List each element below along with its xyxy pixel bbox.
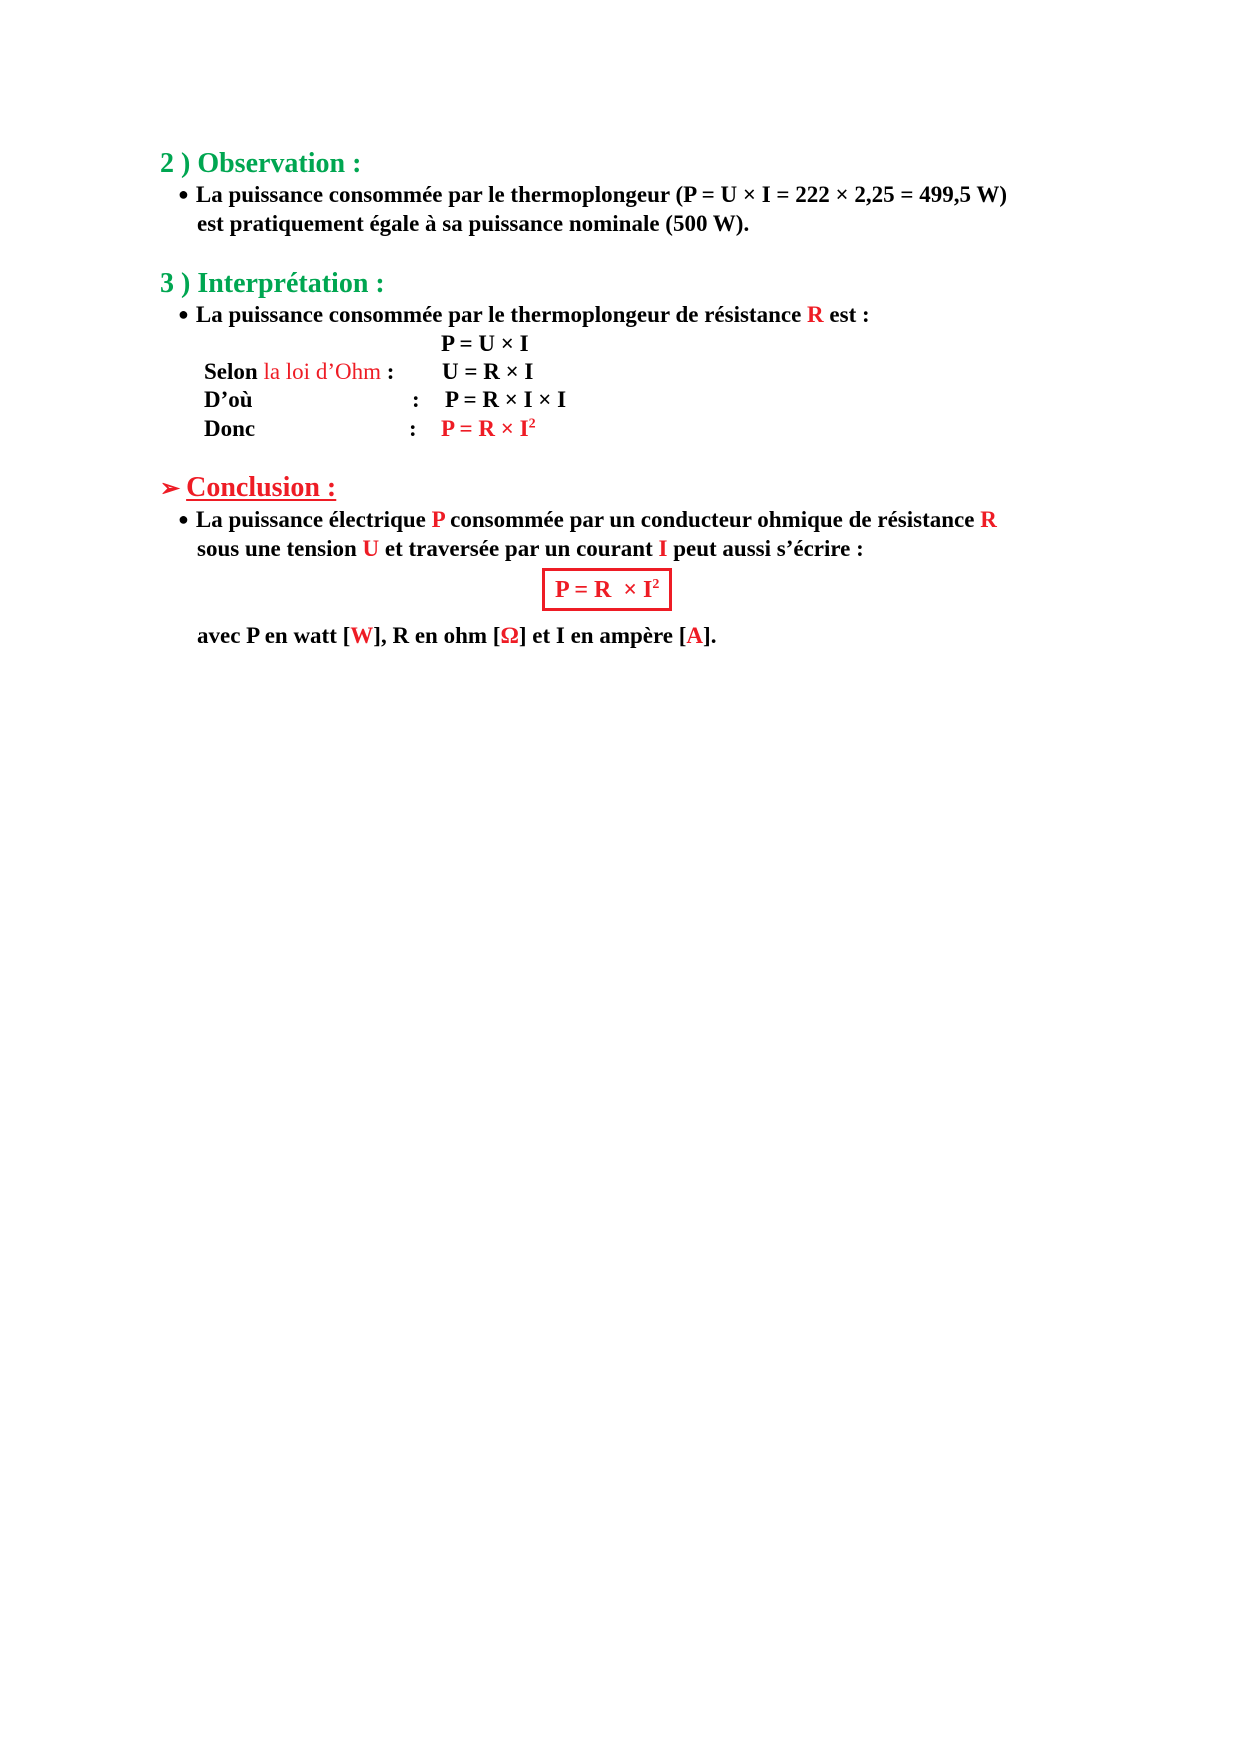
interpretation-intro-text: La puissance consommée par le thermoplongeur de résistance xyxy=(195,302,808,327)
resistance-symbol: R xyxy=(807,302,824,327)
conclusion-title: Conclusion : xyxy=(186,472,337,503)
observation-line-2: est pratiquement égale à sa puissance nominale (500 W). xyxy=(197,211,750,236)
units-c: ] et I en ampère [ xyxy=(518,623,687,648)
conclusion-line-1 xyxy=(178,507,997,533)
voltage-symbol: U xyxy=(362,536,380,561)
row-donc-label: Donc xyxy=(204,416,256,441)
conclusion-heading xyxy=(160,472,336,504)
units-d: ]. xyxy=(703,623,717,648)
interpretation-intro-end: est : xyxy=(823,302,870,327)
unit-ohm: Ω xyxy=(500,623,519,648)
resistance-symbol: R xyxy=(980,507,997,532)
equation-power: P = U × I xyxy=(441,331,529,356)
formula-box xyxy=(542,568,672,611)
arrow-icon: ➢ xyxy=(160,476,181,502)
conclusion-l2-a: sous une tension xyxy=(197,536,363,561)
units-b: ], R en ohm [ xyxy=(373,623,501,648)
equation-ohm: U = R × I xyxy=(442,359,534,384)
conclusion-l2-b: et traversée par un courant xyxy=(379,536,659,561)
formula-base: P = R × I xyxy=(555,577,653,603)
row-dou-colon: : xyxy=(412,387,420,412)
units-a: avec P en watt [ xyxy=(197,623,351,648)
row-ohm-colon: : xyxy=(380,359,395,384)
ohm-law-label: la loi d’Ohm xyxy=(263,359,381,384)
interpretation-intro xyxy=(178,302,870,328)
power-symbol: P xyxy=(431,507,445,532)
bullet-icon: ● xyxy=(178,304,189,324)
interpretation-heading: 3 ) Interprétation : xyxy=(160,268,385,299)
current-symbol: I xyxy=(658,536,668,561)
observation-line-1 xyxy=(178,182,1007,208)
bullet-icon: ● xyxy=(178,509,189,529)
equation-donc-exponent: 2 xyxy=(528,416,536,432)
conclusion-l2-c: peut aussi s’écrire : xyxy=(667,536,864,561)
observation-heading: 2 ) Observation : xyxy=(160,148,362,179)
units-line xyxy=(197,623,716,649)
equation-donc xyxy=(441,416,536,442)
conclusion-l1-a: La puissance électrique xyxy=(195,507,432,532)
row-ohm-label xyxy=(204,359,394,385)
unit-watt: W xyxy=(350,623,374,648)
bullet-icon: ● xyxy=(178,184,189,204)
row-donc-colon: : xyxy=(409,416,417,441)
row-dou-label: D’où xyxy=(204,387,253,412)
observation-text-1: La puissance consommée par le thermoplongeur (P = U × I = 222 × 2,25 = 499,5 W) xyxy=(195,182,1007,207)
equation-dou: P = R × I × I xyxy=(445,387,567,412)
equation-donc-base: P = R × I xyxy=(441,416,529,441)
conclusion-l1-b: consommée par un conducteur ohmique de résistance xyxy=(444,507,981,532)
row-ohm-selon: Selon xyxy=(204,359,264,384)
unit-ampere: A xyxy=(686,623,704,648)
conclusion-line-2 xyxy=(197,536,864,562)
formula-exponent: 2 xyxy=(652,577,660,592)
